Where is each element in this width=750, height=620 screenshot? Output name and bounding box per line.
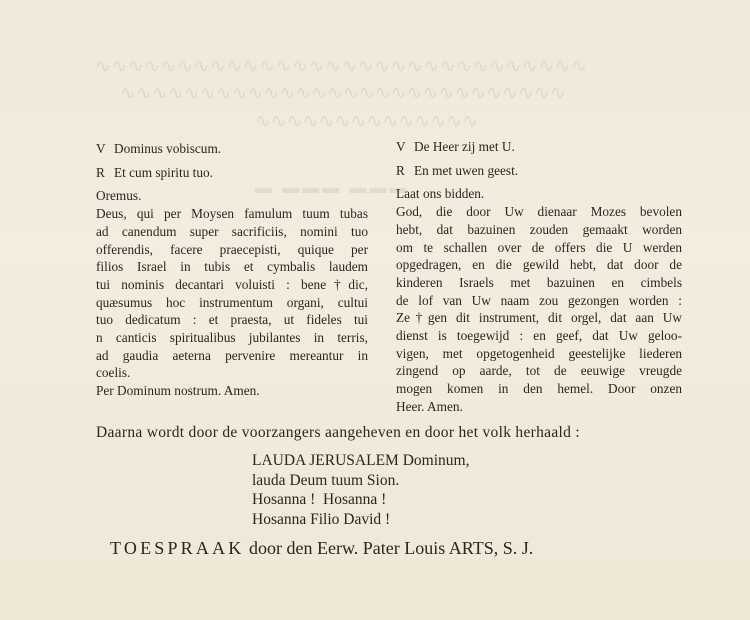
chant-line: Hosanna Filio David !: [252, 510, 391, 528]
prayer-line: de lof van Uw naam zou gezongen worden :: [396, 292, 682, 308]
versicle: [96, 140, 368, 158]
dutch-column: [396, 138, 682, 416]
prayer-line: God, die door Uw dienaar Mozes bevolen: [396, 204, 682, 220]
bleed-through-text: ▬ ▬▬▬ ▬▬▬: [255, 178, 410, 197]
prayer-line: kinderen Israels met bazuinen en cimbels: [396, 274, 682, 290]
response-text: Et cum spiritu tuo.: [114, 164, 213, 180]
prayer-line: Deus, qui per Moysen famulum tuum tubas: [96, 206, 368, 222]
response: [96, 164, 368, 182]
response-mark: R: [96, 164, 105, 180]
oremus: Oremus.: [96, 188, 142, 204]
response-mark: R: [396, 162, 405, 178]
prayer-line: zingend op aarde, tot de eeuwige vreugde: [396, 363, 682, 379]
prayer-line: filios Israel in tubis et cymbalis laudem: [96, 259, 368, 275]
latin-column: [96, 140, 368, 400]
announcement: Daarna wordt door de voorzangers aangeheven en door het volk herhaald :: [96, 424, 580, 441]
prayer-line: tui nominis decantari voluisti : bene†dic,: [96, 276, 368, 292]
prayer-line: hebt, dat bazuinen zouden gemaakt worden: [396, 221, 682, 237]
response-text: En met uwen geest.: [414, 162, 519, 178]
chant-line: Hosanna ! Hosanna !: [252, 491, 387, 508]
chant-block: [252, 451, 469, 529]
speech-title: TOESPRAAK: [110, 538, 245, 558]
prayer-line: Ze†gen dit instrument, dit orgel, dat aan Uw: [396, 310, 682, 326]
prayer-line: Heer. Amen.: [396, 398, 463, 414]
speech-speaker: door den Eerw. Pater Louis ARTS, S. J.: [244, 538, 534, 558]
prayer-line: ad gaudia aeterna pervenire mereantur in: [96, 347, 368, 363]
prayer-line: quæsumus hoc instrumentum organi, cultui: [96, 294, 368, 310]
versicle-mark: V: [396, 139, 406, 154]
prayer-line: mogen komen in den hemel. Door onzen: [396, 381, 682, 397]
bleed-through-text: ∿∿∿∿∿∿∿∿∿∿∿∿∿∿∿∿∿∿∿∿∿∿∿∿∿∿∿∿: [120, 83, 566, 104]
oremus: Laat ons bidden.: [396, 186, 485, 202]
versicle-text: De Heer zij met U.: [414, 139, 515, 154]
response: [396, 162, 682, 180]
prayer-line: dienst is toegewijd : en geef, dat Uw geloo-: [396, 328, 682, 344]
chant-line: lauda Deum tuum Sion.: [252, 471, 400, 489]
chant-line: LAUDA JERUSALEM Dominum,: [252, 452, 470, 469]
prayer-line: coelis.: [96, 365, 131, 381]
prayer-line: ad canendum super sacrificiis, nomini tuo: [96, 223, 368, 239]
closing-line: Per Dominum nostrum. Amen.: [96, 383, 260, 399]
versicle: [396, 138, 682, 156]
prayer-line: offerendis, facere praecepisti, quique per: [96, 241, 368, 257]
versicle-text: Dominus vobiscum.: [114, 141, 222, 156]
prayer-line: vigen, met opgetogenheid geestelijke liederen: [396, 345, 682, 361]
prayer-line: opgedragen, en die gewild hebt, dat door de: [396, 257, 682, 273]
speech-heading: [110, 538, 533, 559]
prayer-line: tuo dedicatum : et praesta, ut fideles tui: [96, 312, 368, 328]
bleed-through-text: ∿∿∿∿∿∿∿∿∿∿∿∿∿∿∿∿∿∿∿∿∿∿∿∿∿∿∿∿∿∿: [95, 56, 588, 77]
bleed-through-text: ∿∿∿∿∿∿∿∿∿∿∿∿∿∿: [255, 111, 478, 132]
prayer-line: om te schallen over de offers die U werden: [396, 239, 682, 255]
prayer-line: n canticis spiritualibus jubilantes in terris,: [96, 330, 368, 346]
versicle-mark: V: [96, 141, 106, 156]
